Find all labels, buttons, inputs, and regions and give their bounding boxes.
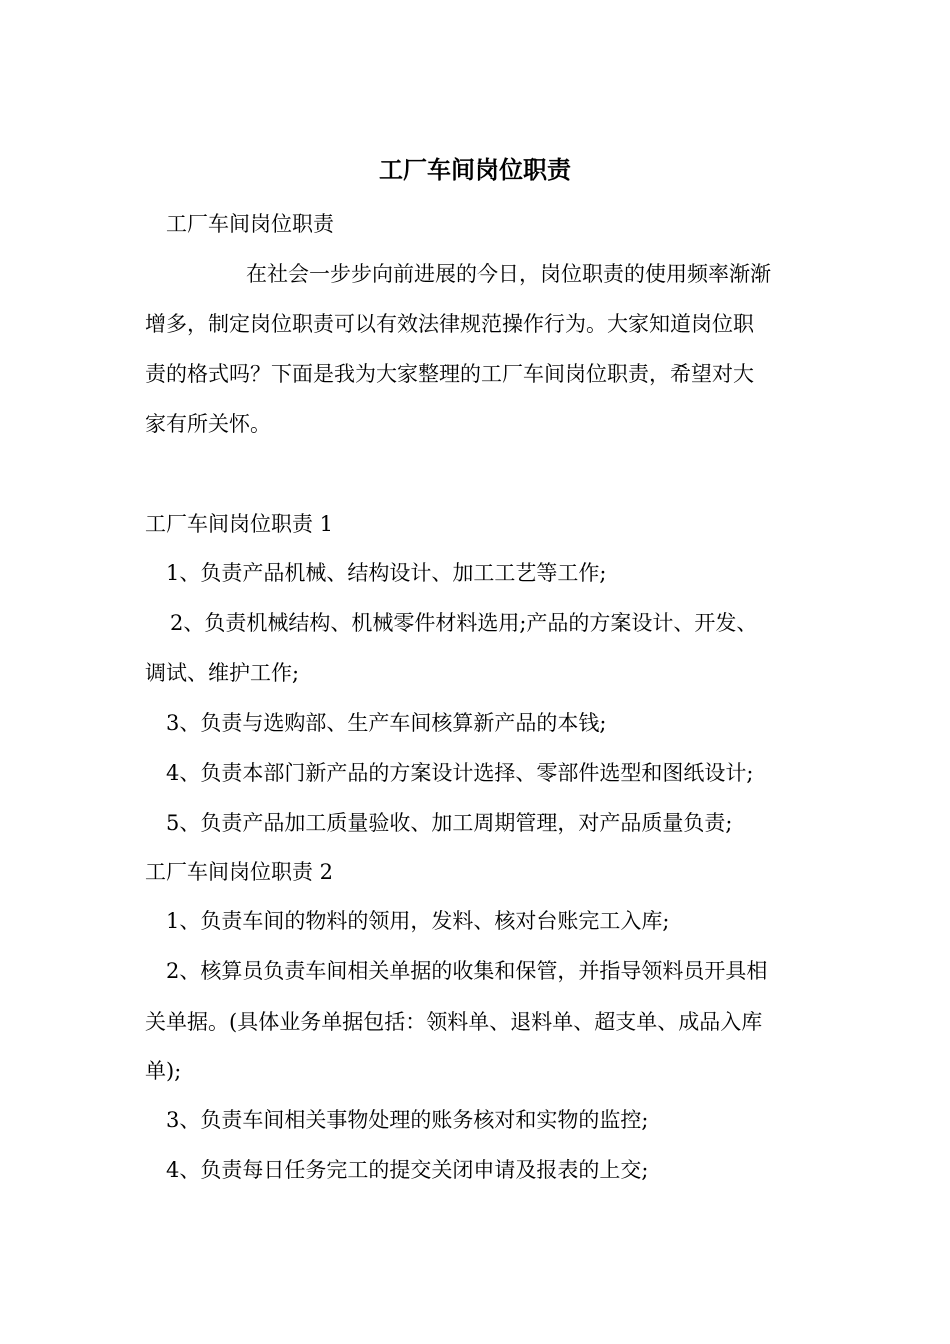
intro-line: 家有所关怀。 xyxy=(145,412,271,436)
list-item: 4、负责本部门新产品的方案设计选择、零部件选型和图纸设计; xyxy=(166,761,754,785)
section-heading: 工厂车间岗位职责 1 xyxy=(145,512,334,536)
list-item: 2、负责机械结构、机械零件材料选用;产品的方案设计、开发、 xyxy=(170,611,758,635)
list-item: 3、负责车间相关事物处理的账务核对和实物的监控; xyxy=(166,1108,649,1132)
list-item: 2、核算员负责车间相关单据的收集和保管，并指导领料员开具相 xyxy=(166,959,768,983)
list-item: 1、负责车间的物料的领用，发料、核对台账完工入库; xyxy=(166,909,670,933)
list-item: 关单据。(具体业务单据包括：领料单、退料单、超支单、成品入库 xyxy=(145,1010,763,1034)
list-item: 1、负责产品机械、结构设计、加工工艺等工作; xyxy=(166,561,607,585)
intro-line: 在社会一步步向前进展的今日，岗位职责的使用频率渐渐 xyxy=(246,262,771,286)
list-item: 单); xyxy=(145,1059,182,1083)
page-title: 工厂车间岗位职责 xyxy=(379,155,571,184)
intro-line: 责的格式吗？下面是我为大家整理的工厂车间岗位职责，希望对大 xyxy=(145,362,754,386)
section-heading: 工厂车间岗位职责 2 xyxy=(145,860,334,884)
list-item: 调试、维护工作; xyxy=(145,661,300,685)
list-item: 5、负责产品加工质量验收、加工周期管理，对产品质量负责; xyxy=(166,811,733,835)
subtitle: 工厂车间岗位职责 xyxy=(166,212,334,236)
list-item: 4、负责每日任务完工的提交关闭申请及报表的上交; xyxy=(166,1158,649,1182)
list-item: 3、负责与选购部、生产车间核算新产品的本钱; xyxy=(166,711,607,735)
intro-line: 增多，制定岗位职责可以有效法律规范操作行为。大家知道岗位职 xyxy=(145,312,754,336)
